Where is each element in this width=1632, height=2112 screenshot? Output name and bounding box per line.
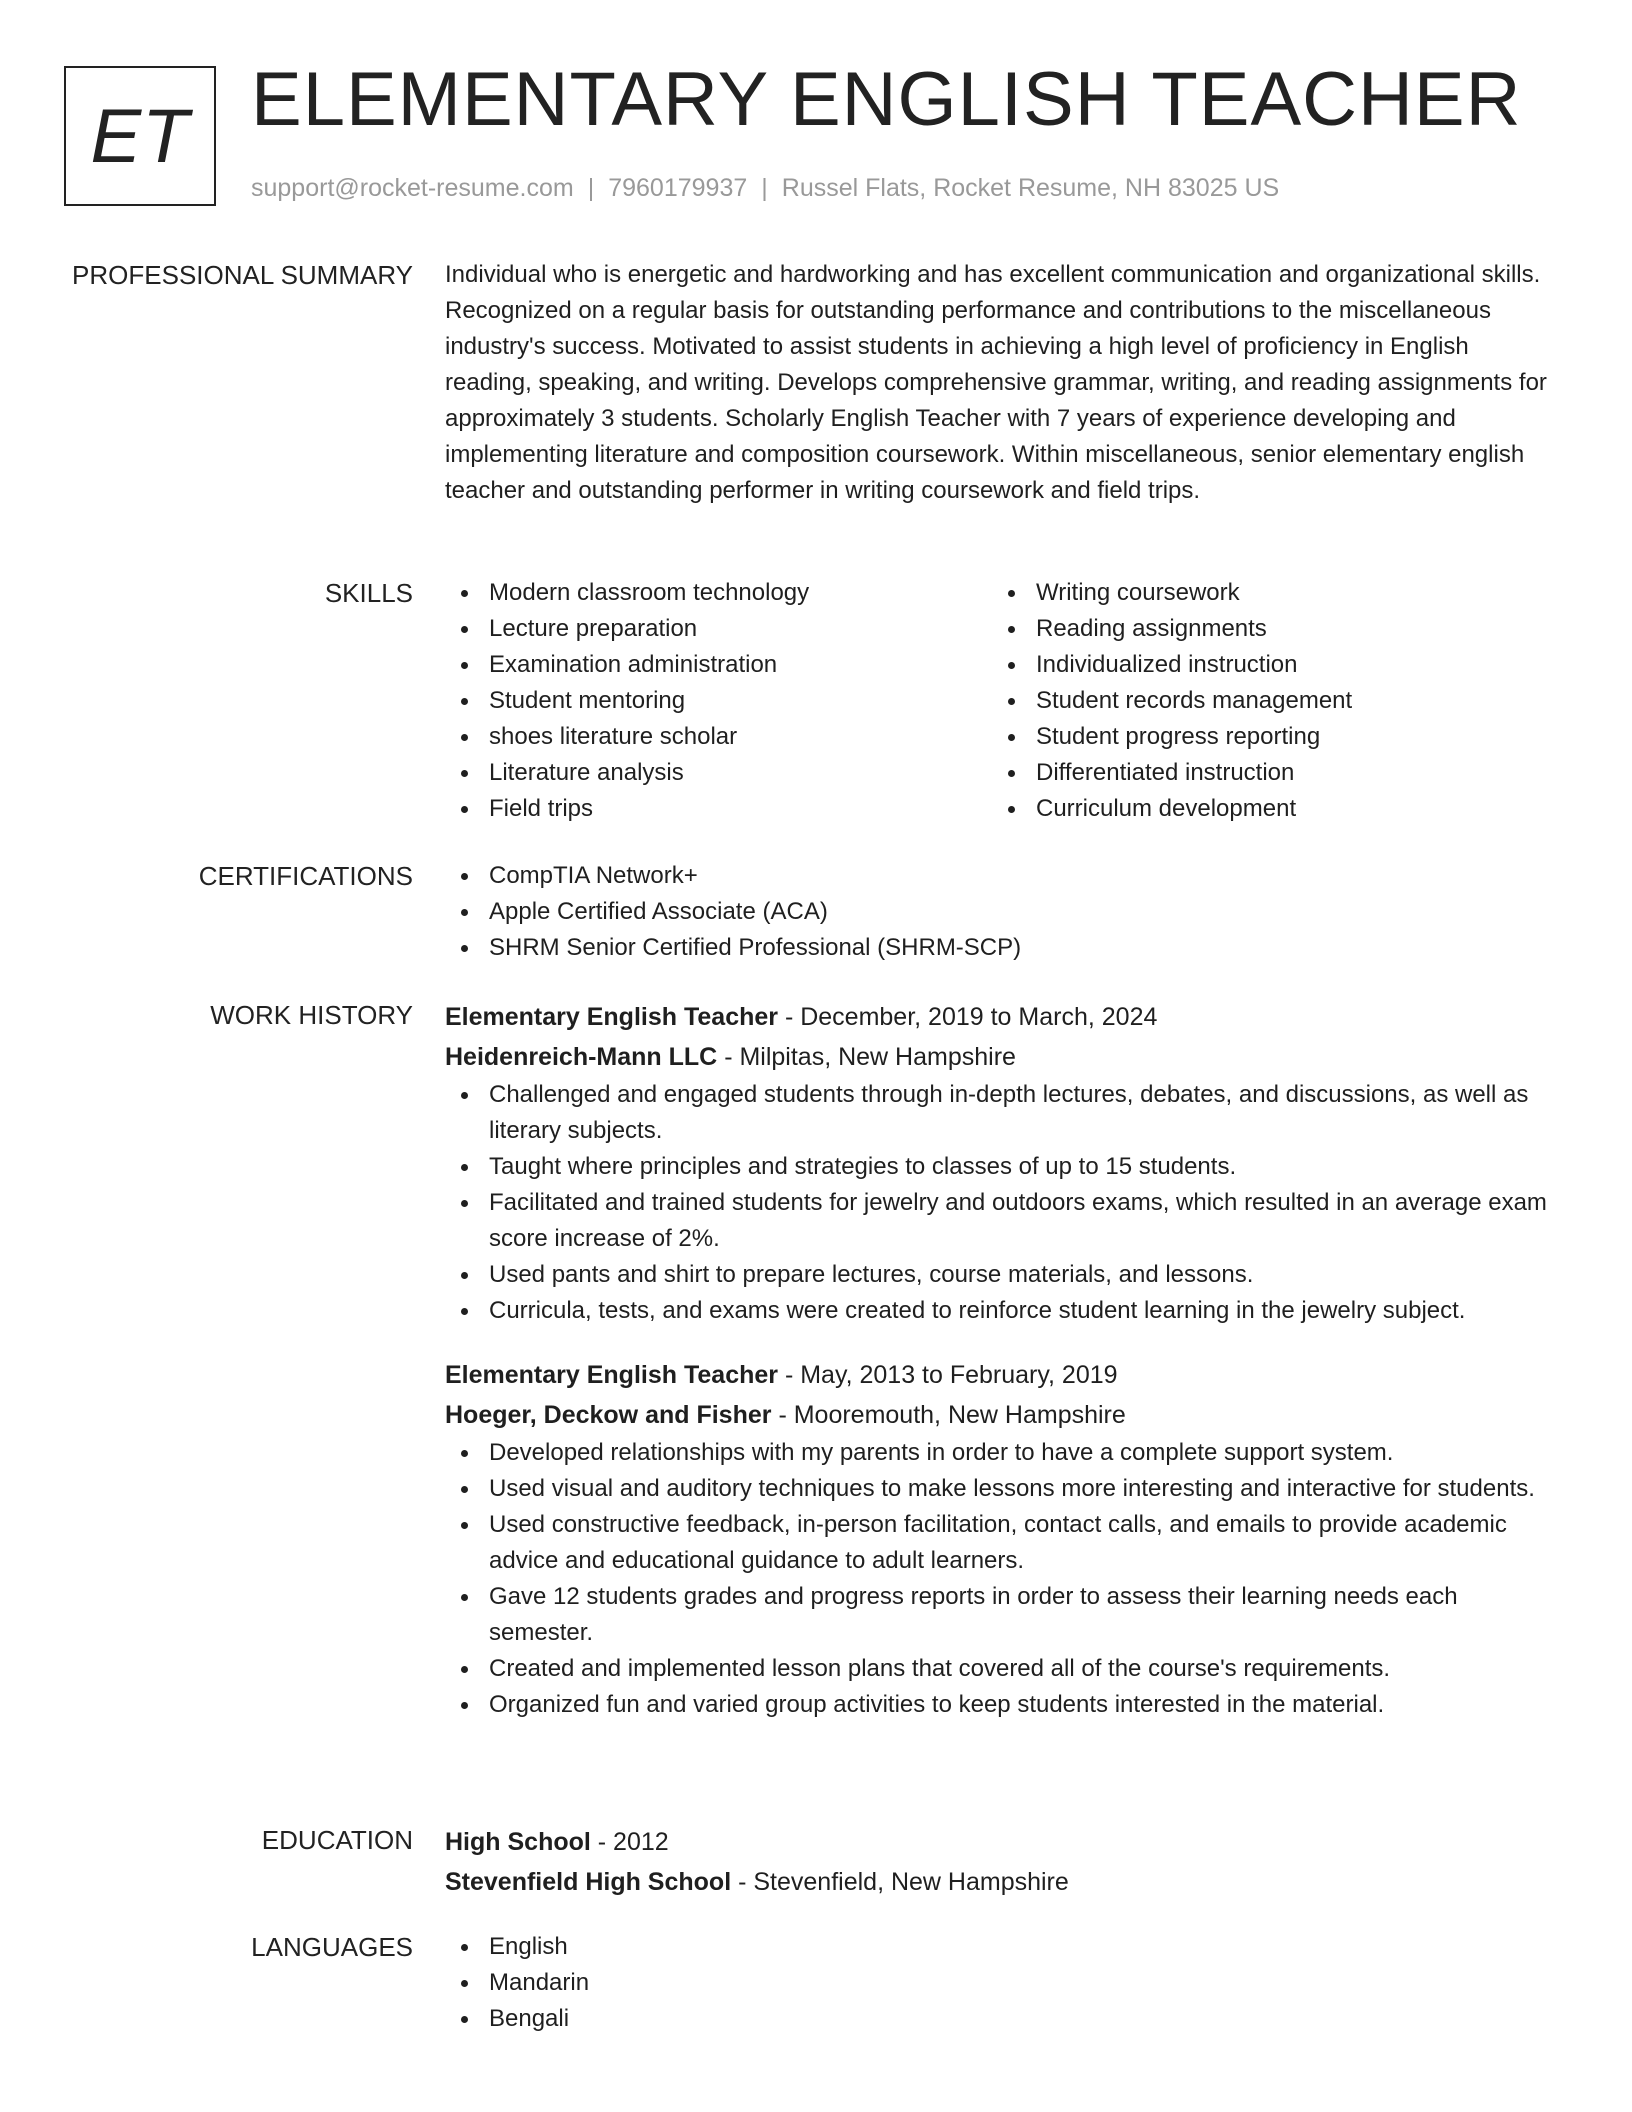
- skill-item: Differentiated instruction: [992, 755, 1539, 791]
- job-bullet: Challenged and engaged students through in-depth lectures, debates, and discussions, as well as literary subjects.: [445, 1077, 1555, 1149]
- education-degree: High School: [445, 1828, 591, 1856]
- contact-separator: |: [761, 174, 768, 202]
- job-bullets: [445, 1077, 1555, 1329]
- skills-label: SKILLS: [324, 578, 413, 608]
- skill-item: Writing coursework: [992, 575, 1539, 611]
- monogram-initials: ET: [64, 66, 216, 206]
- skill-item: Literature analysis: [445, 755, 992, 791]
- skills-list-right: [992, 575, 1539, 827]
- language-item: English: [445, 1929, 1555, 1965]
- contact-line: [251, 174, 1279, 203]
- job-location: - Milpitas, New Hampshire: [717, 1043, 1016, 1071]
- contact-separator: |: [587, 174, 595, 202]
- education-location: - Stevenfield, New Hampshire: [731, 1868, 1069, 1896]
- summary-text: Individual who is energetic and hardworking and has excellent communication and organizational skills. Recognized on a regular basis for outstanding performance and contributions to the miscellaneous industry's success. Motivated to assist students in achieving a high level of proficiency in English reading, speaking, and writing. Develops comprehensive grammar, writing, and reading assignments for approximately 3 students. Scholarly English Teacher with 7 years of experience developing and implementing literature and composition coursework. Within miscellaneous, senior elementary english teacher and outstanding performer in writing coursework and field trips.: [445, 261, 1547, 504]
- job-bullet: Created and implemented lesson plans that covered all of the course's requirements.: [445, 1651, 1555, 1687]
- certification-item: Apple Certified Associate (ACA): [445, 894, 1555, 930]
- job-bullet: Facilitated and trained students for jewelry and outdoors exams, which resulted in an average exam score increase of 2%.: [445, 1185, 1555, 1257]
- work-history-body: [445, 997, 1555, 1723]
- job-title-line: [445, 997, 1555, 1037]
- summary-label: PROFESSIONAL SUMMARY: [72, 260, 413, 290]
- education-body: [445, 1822, 1555, 1902]
- job-bullet: Used constructive feedback, in-person facilitation, contact calls, and emails to provide academic advice and educational guidance to adult learners.: [445, 1507, 1555, 1579]
- job-bullet: Taught where principles and strategies to classes of up to 15 students.: [445, 1149, 1555, 1185]
- job-bullet: Used visual and auditory techniques to make lessons more interesting and interactive for students.: [445, 1471, 1555, 1507]
- skills-grid: [445, 575, 1555, 827]
- education-label: EDUCATION: [261, 1825, 413, 1855]
- work-history-label: WORK HISTORY: [210, 1000, 413, 1030]
- job-location: - Mooremouth, New Hampshire: [771, 1401, 1126, 1429]
- skill-item: Lecture preparation: [445, 611, 992, 647]
- skill-item: Modern classroom technology: [445, 575, 992, 611]
- job-bullet: Used pants and shirt to prepare lectures, course materials, and lessons.: [445, 1257, 1555, 1293]
- skill-item: Student records management: [992, 683, 1539, 719]
- education-school-line: [445, 1862, 1555, 1902]
- skill-item: Field trips: [445, 791, 992, 827]
- certifications-list: [445, 858, 1555, 966]
- education-degree-line: [445, 1822, 1555, 1862]
- language-item: Bengali: [445, 2001, 1555, 2037]
- job-bullets: [445, 1435, 1555, 1723]
- page-title: ELEMENTARY ENGLISH TEACHER: [251, 57, 1522, 142]
- skills-list-left: [445, 575, 992, 827]
- job-bullet: Organized fun and varied group activities to keep students interested in the material.: [445, 1687, 1555, 1723]
- job-company-line: [445, 1395, 1555, 1435]
- certifications-label: CERTIFICATIONS: [198, 861, 413, 891]
- job-title-line: [445, 1355, 1555, 1395]
- skill-item: shoes literature scholar: [445, 719, 992, 755]
- certifications-body: [445, 858, 1555, 966]
- job-bullet: Curricula, tests, and exams were created to reinforce student learning in the jewelry subject.: [445, 1293, 1555, 1329]
- skill-item: Reading assignments: [992, 611, 1539, 647]
- job-entry: [445, 1355, 1555, 1723]
- language-item: Mandarin: [445, 1965, 1555, 2001]
- education-year: - 2012: [590, 1828, 669, 1856]
- job-bullet: Developed relationships with my parents in order to have a complete support system.: [445, 1435, 1555, 1471]
- certification-item: CompTIA Network+: [445, 858, 1555, 894]
- job-company: Hoeger, Deckow and Fisher: [445, 1401, 772, 1429]
- languages-list: [445, 1929, 1555, 2037]
- skill-item: Student mentoring: [445, 683, 992, 719]
- languages-label: LANGUAGES: [251, 1932, 413, 1962]
- contact-phone: 7960179937: [608, 174, 748, 202]
- job-company-line: [445, 1037, 1555, 1077]
- education-school: Stevenfield High School: [445, 1868, 732, 1896]
- skill-item: Curriculum development: [992, 791, 1539, 827]
- job-dates: - May, 2013 to February, 2019: [778, 1361, 1118, 1389]
- job-entry: [445, 997, 1555, 1329]
- languages-body: [445, 1929, 1555, 2037]
- job-title: Elementary English Teacher: [445, 1361, 778, 1389]
- summary-body: [445, 257, 1555, 509]
- skill-item: Examination administration: [445, 647, 992, 683]
- contact-email: support@rocket-resume.com: [251, 174, 574, 202]
- skill-item: Individualized instruction: [992, 647, 1539, 683]
- job-title: Elementary English Teacher: [445, 1003, 778, 1031]
- certification-item: SHRM Senior Certified Professional (SHRM-SCP): [445, 930, 1555, 966]
- job-dates: - December, 2019 to March, 2024: [778, 1003, 1158, 1031]
- contact-address: Russel Flats, Rocket Resume, NH 83025 US: [781, 174, 1280, 202]
- job-bullet: Gave 12 students grades and progress reports in order to assess their learning needs each semester.: [445, 1579, 1555, 1651]
- job-company: Heidenreich-Mann LLC: [445, 1043, 718, 1071]
- skill-item: Student progress reporting: [992, 719, 1539, 755]
